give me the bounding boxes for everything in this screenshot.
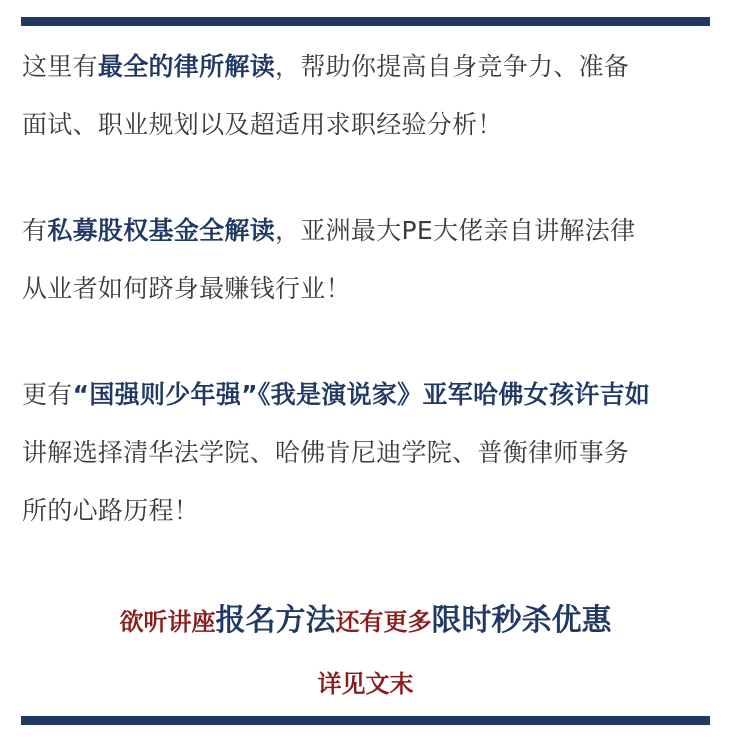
paragraph-text: 所的心路历程！ [22, 496, 200, 525]
paragraph-private-equity [22, 202, 714, 318]
highlight-law-firm: 最全的律所解读 [97, 52, 276, 81]
highlight-speaker: “国强则少年强”《我是演说家》亚军哈佛女孩许吉如 [72, 380, 651, 409]
see-end-note: 详见文末 [317, 670, 414, 698]
paragraph-law-firm [22, 38, 714, 154]
paragraph-prefix: 这里有 [22, 52, 98, 81]
paragraph-text: 面试、职业规划以及超适用求职经验分析！ [22, 110, 503, 139]
paragraph-text: ，帮助你提高自身竞争力、准备 [275, 52, 630, 81]
promo-text: 还有更多 [335, 608, 432, 636]
paragraph-prefix: 更有 [22, 380, 73, 409]
highlight-private-equity: 私募股权基金全解读 [47, 216, 276, 245]
promo-highlight-offer: 限时秒杀优惠 [431, 603, 612, 638]
paragraph-text: 从业者如何跻身最赚钱行业！ [22, 274, 351, 303]
paragraph-prefix: 有 [22, 216, 48, 245]
promo-text: 欲听讲座 [119, 608, 216, 636]
paragraph-speaker [22, 366, 714, 540]
top-divider [21, 17, 710, 26]
paragraph-text: ，亚洲最大PE大佬亲自讲解法律 [275, 216, 636, 245]
promo-line [0, 597, 731, 649]
bottom-divider [21, 716, 710, 725]
promo-highlight-signup: 报名方法 [215, 603, 336, 638]
paragraph-text: 讲解选择清华法学院、哈佛肯尼迪学院、普衡律师事务 [22, 438, 630, 467]
